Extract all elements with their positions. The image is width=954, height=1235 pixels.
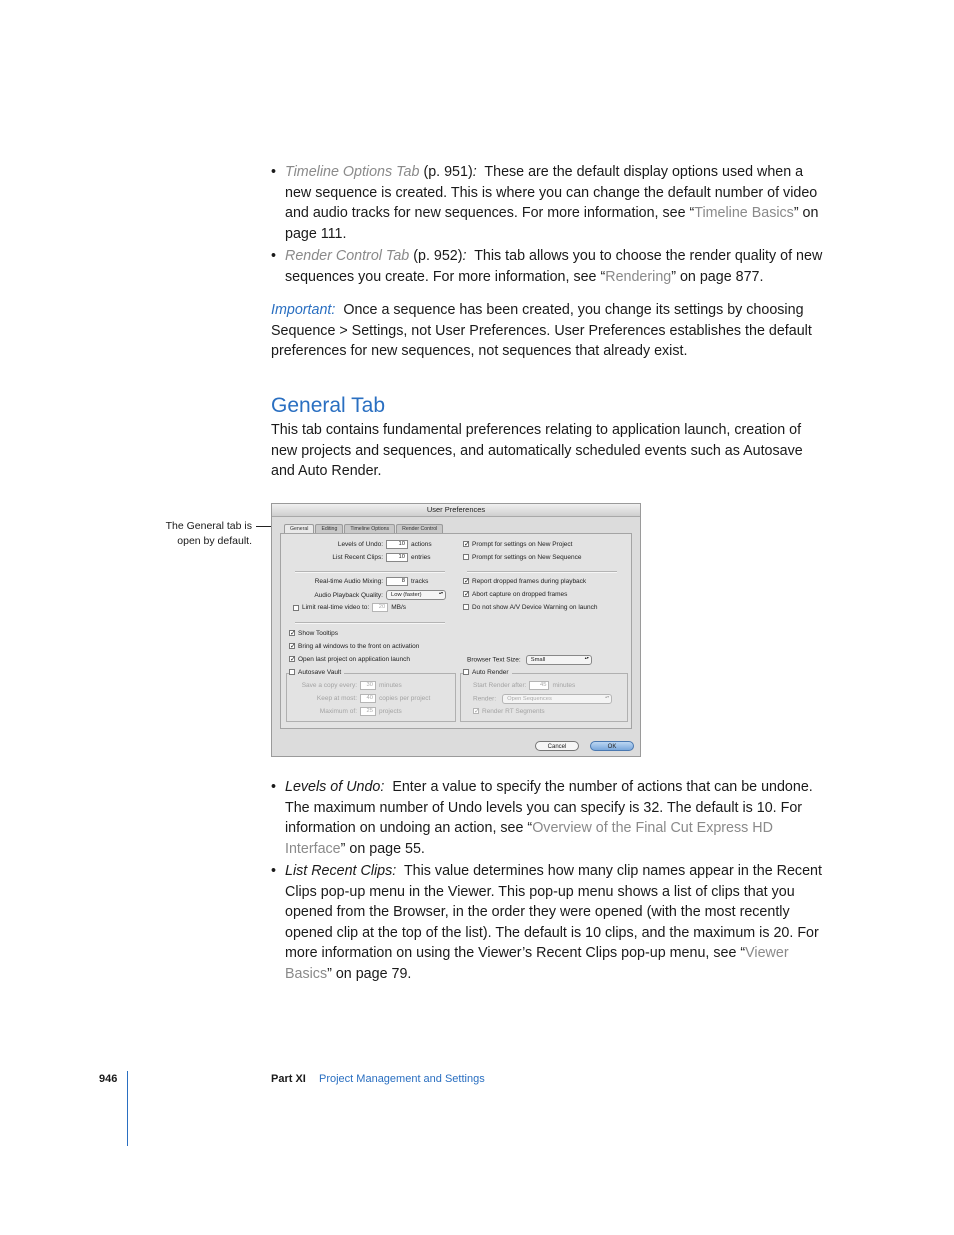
separator — [467, 571, 617, 573]
bullet-text-end: ” on page 111. — [285, 205, 819, 242]
start-after-row — [473, 681, 575, 691]
page-number: 946 — [99, 1073, 118, 1085]
page-ref: (p. 951) — [423, 164, 473, 180]
limit-rt-checkbox[interactable] — [293, 605, 299, 611]
recent-clips-input[interactable]: 10 — [386, 553, 408, 562]
browser-text-label: Browser Text Size: — [467, 656, 521, 664]
overview-link[interactable]: Overview of the Final Cut Express HD Interface — [285, 820, 773, 857]
prompt-project-label: Prompt for settings on New Project — [472, 541, 573, 548]
render-control-link[interactable]: Render Control Tab — [285, 248, 410, 264]
part-title[interactable]: Project Management and Settings — [319, 1073, 485, 1085]
prompt-sequence-label: Prompt for settings on New Sequence — [472, 554, 582, 561]
bring-front-checkbox[interactable]: ✓ — [290, 643, 296, 651]
important-note — [271, 300, 827, 362]
tab-general[interactable]: General — [284, 524, 314, 533]
recent-clips-label: List Recent Clips: — [332, 554, 383, 562]
intro-paragraph: This tab contains fundamental preferences relating to application launch, creation of new projects and sequences, and automatically scheduled events such as Autosave and Auto Render. — [271, 422, 803, 479]
show-tooltips-row — [289, 629, 338, 639]
bullet-render-control — [271, 246, 827, 287]
open-last-checkbox[interactable]: ✓ — [290, 656, 296, 664]
auto-render-group — [460, 669, 628, 722]
autosave-title: Autosave Vault — [298, 669, 342, 676]
start-after-unit: minutes — [552, 682, 576, 690]
maximum-label: Maximum of: — [319, 708, 357, 716]
prompt-project-checkbox[interactable]: ✓ — [464, 541, 470, 549]
levels-undo-label: Levels of Undo: — [337, 541, 383, 549]
bullet-recent-clips — [271, 861, 827, 984]
save-copy-row — [291, 681, 402, 691]
user-preferences-dialog — [271, 503, 641, 757]
bullet-levels-undo — [271, 777, 827, 859]
important-label: Important: — [271, 302, 336, 318]
list-recent-clips-row — [291, 553, 431, 563]
term-levels-undo: Levels of Undo: — [285, 779, 385, 795]
levels-undo-input[interactable]: 10 — [386, 540, 408, 549]
auto-render-title: Auto Render — [472, 669, 509, 676]
autosave-header — [289, 668, 344, 678]
rt-segments-row — [473, 707, 545, 717]
maximum-input[interactable]: 25 — [360, 707, 376, 716]
separator — [295, 571, 445, 573]
keep-most-label: Keep at most: — [316, 695, 357, 703]
prompt-sequence-row — [463, 553, 581, 563]
footer-rule — [127, 1071, 128, 1146]
bottom-bullet-list — [271, 777, 827, 984]
bullet-text: Enter a value to specify the number of actions that can be undone. The maximum number of Undo levels you can specify is 32. The default is 10. For information on undoing an action, see “ — [285, 779, 813, 836]
rendering-link[interactable]: Rendering — [605, 268, 672, 285]
no-av-warning-label: Do not show A/V Device Warning on launch — [472, 604, 598, 611]
maximum-unit: projects — [379, 708, 402, 716]
rt-audio-unit: tracks — [411, 578, 429, 586]
part-label: Part XI — [271, 1073, 306, 1085]
rt-segments-checkbox[interactable]: ✓ — [474, 708, 480, 716]
render-row — [473, 694, 612, 704]
auto-render-header — [463, 668, 512, 678]
browser-text-row — [467, 655, 592, 665]
separator — [295, 622, 445, 624]
timeline-options-link[interactable]: Timeline Options Tab — [285, 164, 420, 180]
show-tooltips-checkbox[interactable]: ✓ — [290, 630, 296, 638]
bullet-text-end: ” on page 55. — [340, 840, 425, 857]
audio-quality-label: Audio Playback Quality: — [314, 591, 383, 599]
keep-most-row — [291, 694, 430, 704]
rt-audio-label: Real-time Audio Mixing: — [314, 578, 383, 586]
bullet-timeline-options — [271, 162, 827, 244]
autosave-group — [286, 669, 456, 722]
dialog-title: User Preferences — [272, 504, 640, 517]
colon: : — [462, 248, 467, 264]
tab-bar — [284, 524, 444, 533]
tab-timeline-options[interactable]: Timeline Options — [344, 524, 395, 533]
term-recent-clips: List Recent Clips: — [285, 863, 397, 879]
recent-clips-unit: entries — [411, 554, 431, 562]
no-av-warning-checkbox[interactable] — [463, 604, 469, 610]
abort-capture-row — [463, 590, 567, 600]
prompt-sequence-checkbox[interactable] — [463, 554, 469, 560]
no-av-warning-row — [463, 603, 598, 613]
figure-caption: The General tab is open by default. — [165, 520, 252, 547]
ok-button[interactable]: OK — [590, 741, 634, 751]
limit-rt-unit: MB/s — [391, 604, 407, 612]
start-after-input[interactable]: 45 — [529, 681, 549, 690]
keep-most-input[interactable]: 40 — [360, 694, 376, 703]
levels-undo-unit: actions — [411, 541, 432, 549]
auto-render-checkbox[interactable] — [463, 669, 469, 675]
rt-audio-row — [291, 577, 428, 587]
top-bullet-list — [271, 162, 827, 287]
report-dropped-checkbox[interactable]: ✓ — [464, 578, 470, 586]
audio-quality-row — [291, 590, 446, 600]
report-dropped-label: Report dropped frames during playback — [472, 578, 587, 585]
tab-render-control[interactable]: Render Control — [396, 524, 443, 533]
page-ref: (p. 952) — [413, 248, 463, 264]
open-last-label: Open last project on application launch — [298, 656, 411, 663]
limit-rt-row — [293, 603, 406, 613]
abort-capture-checkbox[interactable]: ✓ — [464, 591, 470, 599]
abort-capture-label: Abort capture on dropped frames — [472, 591, 568, 598]
general-panel — [280, 533, 632, 729]
prompt-project-row — [463, 540, 572, 550]
colon: : — [472, 164, 477, 180]
bullet-text: This tab allows you to choose the render quality of new sequences you create. For more information, see “ — [285, 248, 823, 285]
save-copy-label: Save a copy every: — [301, 682, 357, 690]
tab-editing[interactable]: Editing — [315, 524, 343, 533]
section-heading: General Tab — [271, 394, 386, 417]
timeline-basics-link[interactable]: Timeline Basics — [694, 205, 794, 221]
limit-rt-input[interactable]: 20 — [372, 603, 388, 612]
render-popup[interactable]: Open Sequences ▴▾ — [502, 694, 612, 704]
bullet-text: These are the default display options used when a new sequence is created. This is where you can change the default number of video and audio tracks for new sequences. For more information, see “ — [285, 164, 818, 221]
autosave-checkbox[interactable] — [289, 669, 295, 675]
save-copy-unit: minutes — [379, 682, 402, 690]
audio-quality-popup[interactable]: Low (faster) ▴▾ — [386, 590, 446, 600]
report-dropped-row — [463, 577, 586, 587]
save-copy-input[interactable]: 30 — [360, 681, 376, 690]
bring-front-row — [289, 642, 419, 652]
open-last-row — [289, 655, 410, 665]
browser-text-popup[interactable]: Small ▴▾ — [526, 655, 592, 665]
rt-audio-input[interactable]: 8 — [386, 577, 408, 586]
maximum-row — [291, 707, 402, 717]
viewer-basics-link[interactable]: Viewer Basics — [285, 945, 789, 982]
important-text: Once a sequence has been created, you change its settings by choosing Sequence > Settings, not User Preferences. User Preferences establishes the default preferences for new sequences, not sequences that already exist. — [271, 302, 812, 359]
cancel-button[interactable]: Cancel — [535, 741, 579, 751]
levels-of-undo-row — [291, 540, 432, 550]
render-label: Render: — [473, 695, 497, 703]
bullet-text-end: ” on page 877. — [671, 268, 764, 285]
bring-front-label: Bring all windows to the front on activation — [298, 643, 420, 650]
keep-most-unit: copies per project — [379, 695, 431, 703]
bullet-text: This value determines how many clip names appear in the Recent Clips pop-up menu in the Viewer. This pop-up menu shows a list of clips that you opened from the Browser, in the order they were opened (with the most recently opened clip at the top of the list). The default is 10 clips, and the maximum is 20. For more information on using the Viewer’s Recent Clips pop-up menu, see “ — [285, 863, 822, 961]
start-after-label: Start Render after: — [473, 682, 527, 690]
bullet-text-end: ” on page 79. — [327, 965, 412, 982]
rt-segments-label: Render RT Segments — [482, 708, 545, 715]
show-tooltips-label: Show Tooltips — [298, 630, 338, 637]
limit-rt-label: Limit real-time video to: — [302, 604, 370, 612]
